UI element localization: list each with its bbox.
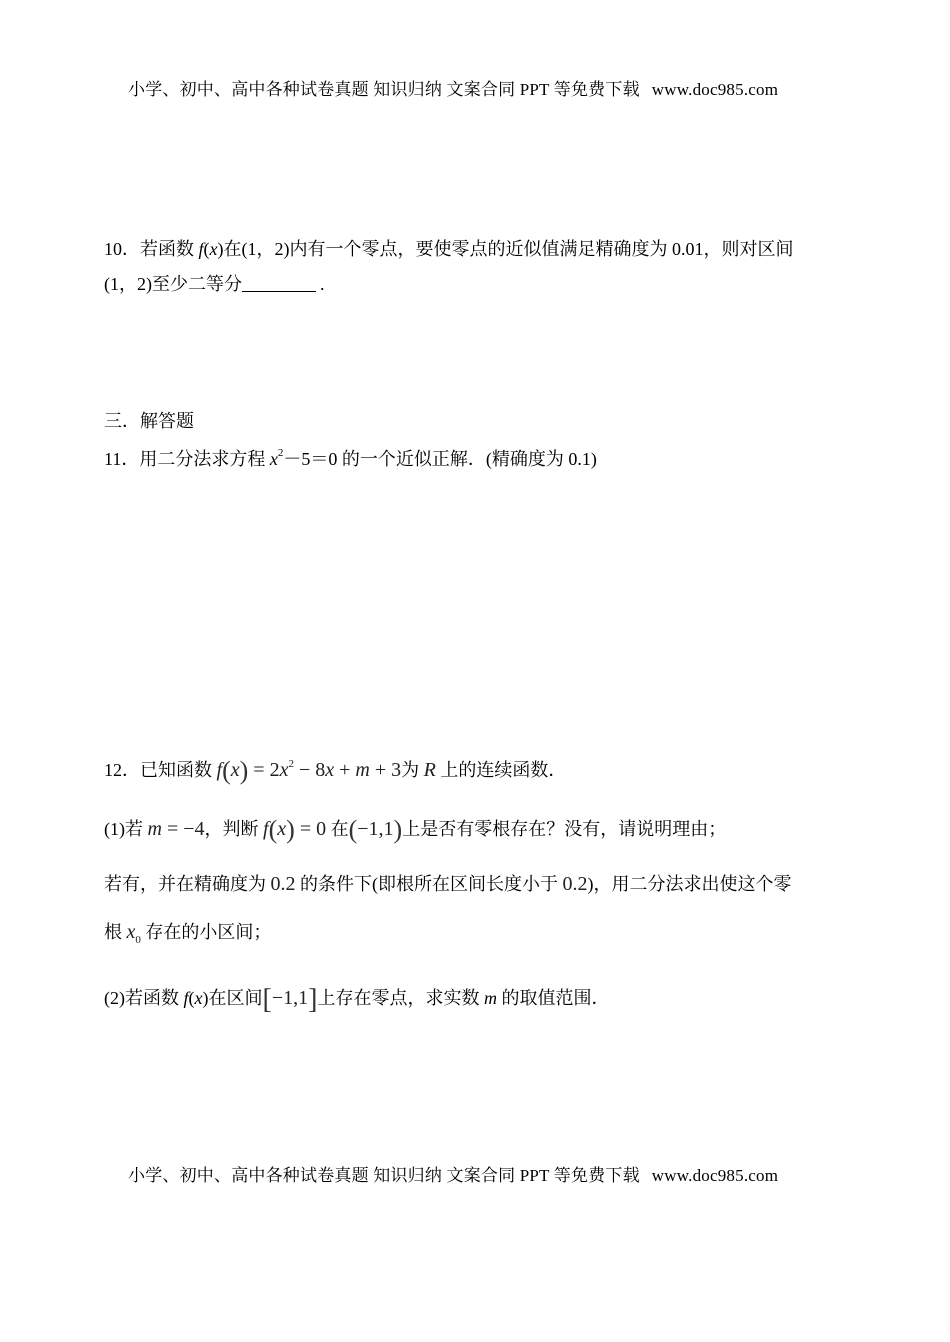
question-10-line-2 [104,272,325,296]
formula-paren-open: ( [222,756,231,785]
question-10-line-1 [104,237,794,261]
formula-x: x [230,759,240,781]
q12-p2-text-c: )，用二分法求出使这个零 [587,874,792,894]
q12-R: R [423,759,436,781]
bracket-open: [ [262,984,272,1015]
question-12-part-2 [104,984,610,1015]
formula-m: m [355,759,370,781]
question-12-part-1-end [104,920,271,952]
x0-sub: 0 [135,934,141,946]
q12-p2-text-b: 的条件下(即根所在区间长度小于 [295,874,563,894]
q12-text-c: 上的连续函数． [435,760,567,780]
q10-text-c: (1，2)至少二等分 [104,274,242,294]
section-3-title: 三．解答题 [104,411,194,431]
x-zero [126,921,141,946]
q12-text-b: 为 [401,760,424,780]
q12-p3-text-a: 根 [104,922,127,942]
bracket-close: ] [308,984,318,1015]
f0-rest: = 0 [294,818,327,840]
page-header [128,78,778,102]
q12-p4-text-b: 在区间 [208,988,263,1008]
formula-rest2: + [334,759,356,781]
p4-f: f [183,988,189,1008]
question-12-intro [104,752,566,783]
x0-x: x [126,921,136,943]
q12-p1-text-d: 上是否有零根存在？没有，请说明理由； [402,819,727,839]
q11-x: x [269,449,278,469]
m-var: m [147,818,162,840]
p4-m: m [483,988,497,1008]
p4-paren-open: ( [188,988,195,1008]
question-12-part-1 [104,817,726,842]
footer-site: www.doc985.com [651,1166,779,1185]
q12-p1-text-b: ，判断 [204,819,264,839]
q10-text-a: 10．若函数 [104,239,199,259]
m-equals [148,818,205,840]
q12-p1-text-a: (1)若 [104,819,148,839]
q12-p4-text-d: 的取值范围． [496,988,610,1008]
q10-answer-blank[interactable] [242,273,316,292]
precision-value-2: 0.2 [562,873,588,895]
closed-interval-values: −1,1 [271,987,309,1009]
formula-x2: x [279,759,289,781]
formula-rest1: − 8 [293,759,326,781]
f0-paren-open: ( [268,815,278,844]
header-text: 小学、初中、高中各种试卷真题 知识归纳 文案合同 PPT 等免费下载 [128,80,640,99]
precision-value-1: 0.2 [270,873,296,895]
q10-paren: ( [203,239,210,259]
footer-text: 小学、初中、高中各种试卷真题 知识归纳 文案合同 PPT 等免费下载 [128,1166,640,1185]
q10-text-b: 在(1，2)内有一个零点，要使零点的近似值满足精确度为 0.01，则对区间 [223,239,794,259]
question-11 [104,441,597,471]
m-value: = −4 [161,818,205,840]
header-site: www.doc985.com [651,80,779,99]
f-equals-zero [263,815,327,844]
q10-f: f [198,239,204,259]
formula-f: f [216,759,223,781]
q12-text-a: 12．已知函数 [104,760,217,780]
formula-rest3: + 3 [369,759,402,781]
formula-exp: 2 [288,758,294,770]
formula-x3: x [325,759,335,781]
f0-f: f [263,818,269,840]
q11-text-a: 11．用二分法求方程 [104,449,270,469]
page-footer [128,1164,778,1188]
formula-eq: = 2 [248,759,280,781]
p4-paren-close: ) [202,988,209,1008]
interval-paren-open: ( [348,815,358,844]
q11-text-b: －5＝0 的一个近似正解．(精确度为 0.1) [283,449,597,469]
q12-p4-text-c: 上存在零点，求实数 [317,988,484,1008]
interval-paren-close: ) [393,815,403,844]
q12-p2-text-a: 若有，并在精确度为 [104,874,271,894]
formula-paren-close: ) [239,756,249,785]
f0-paren-close: ) [286,815,295,844]
q11-exponent: 2 [277,447,284,459]
open-interval [348,815,403,844]
f0-x: x [277,818,287,840]
question-12-part-1-cont [104,872,792,896]
q12-formula [216,756,402,785]
p4-x: x [194,988,203,1008]
q12-p3-text-b: 存在的小区间； [140,922,272,942]
closed-interval [262,984,318,1015]
open-interval-values: −1,1 [357,818,394,840]
q10-x: x [209,239,218,259]
q10-period: . [320,274,325,294]
q10-paren-close: ) [217,239,224,259]
q12-p1-text-c: 在 [326,819,349,839]
q12-p4-text-a: (2)若函数 [104,988,184,1008]
